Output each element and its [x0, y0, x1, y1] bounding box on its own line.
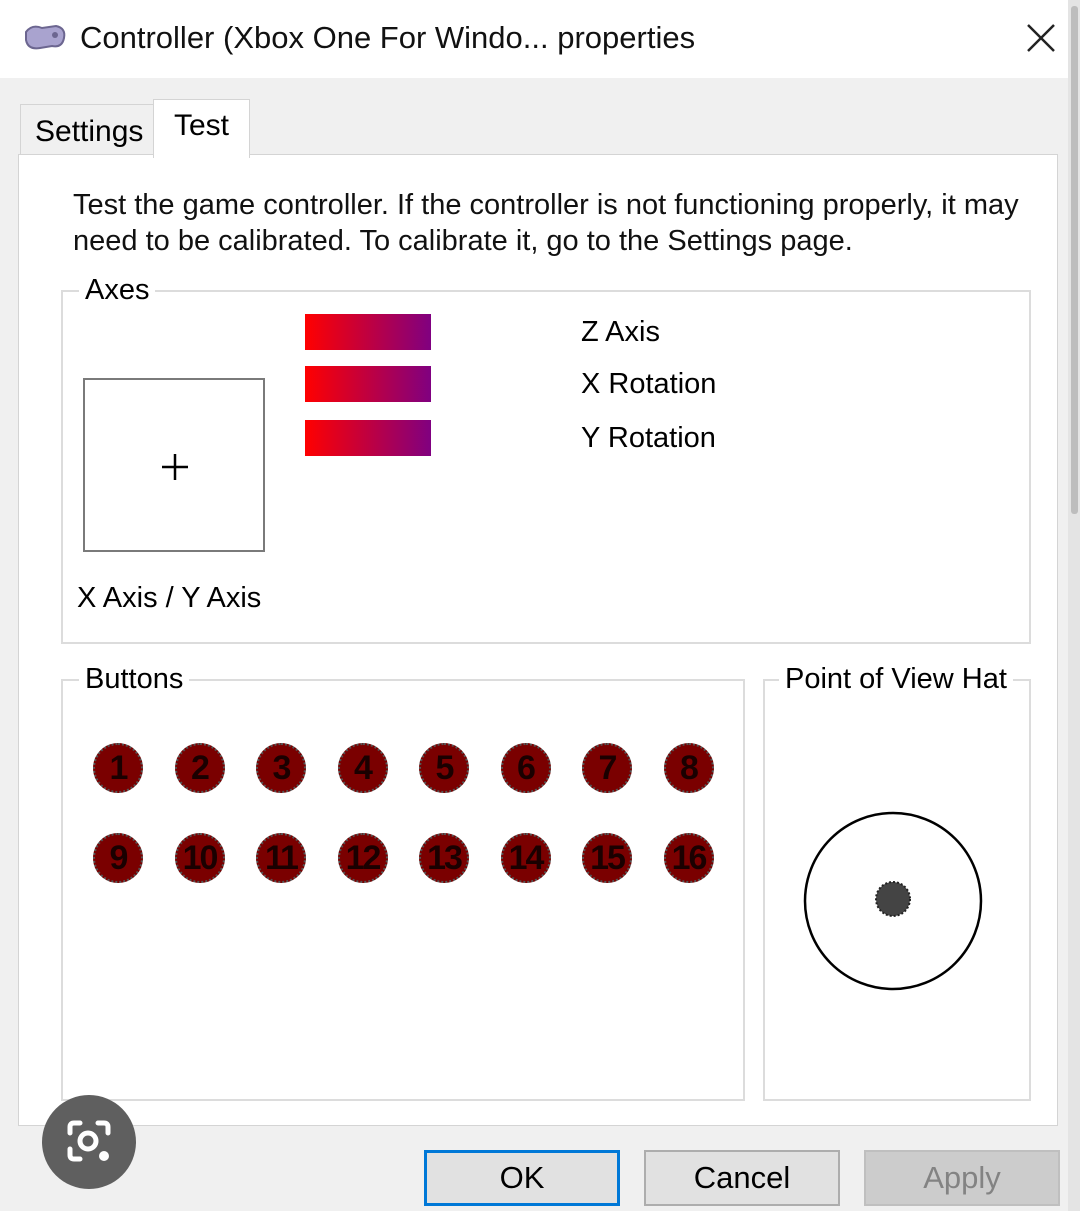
- test-button-6: 6: [501, 743, 551, 793]
- test-button-16: 16: [664, 833, 714, 883]
- gamepad-icon: [22, 22, 68, 54]
- test-panel: [18, 154, 1058, 1126]
- test-button-15: 15: [582, 833, 632, 883]
- ok-button[interactable]: OK: [424, 1150, 620, 1206]
- axes-legend: Axes: [79, 272, 155, 308]
- crosshair-icon: [160, 452, 190, 482]
- axes-group: [61, 274, 1031, 644]
- pov-hat-legend: Point of View Hat: [779, 661, 1013, 697]
- pov-hat-indicator: [801, 809, 985, 993]
- x-rotation-label: X Rotation: [581, 368, 717, 400]
- y-rotation-bar: [305, 420, 431, 456]
- test-button-4: 4: [338, 743, 388, 793]
- test-button-14: 14: [501, 833, 551, 883]
- scrollbar-thumb[interactable]: [1071, 6, 1078, 514]
- close-icon: [1025, 22, 1057, 54]
- x-rotation-bar: [305, 366, 431, 402]
- test-button-7: 7: [582, 743, 632, 793]
- y-rotation-label: Y Rotation: [581, 422, 716, 454]
- test-button-13: 13: [419, 833, 469, 883]
- apply-button[interactable]: Apply: [864, 1150, 1060, 1206]
- close-button[interactable]: [1014, 14, 1068, 62]
- pov-hat-dot: [876, 882, 910, 916]
- test-button-3: 3: [256, 743, 306, 793]
- xy-axis-label: X Axis / Y Axis: [77, 582, 262, 614]
- test-button-12: 12: [338, 833, 388, 883]
- tab-test[interactable]: Test: [153, 99, 250, 158]
- test-button-2: 2: [175, 743, 225, 793]
- window-title: Controller (Xbox One For Windo... properties: [80, 20, 696, 55]
- buttons-legend: Buttons: [79, 661, 189, 697]
- test-button-10: 10: [175, 833, 225, 883]
- buttons-group: [61, 663, 745, 1101]
- test-button-11: 11: [256, 833, 306, 883]
- lens-search-button[interactable]: [42, 1095, 136, 1189]
- test-button-8: 8: [664, 743, 714, 793]
- intro-text: Test the game controller. If the controller is not functioning properly, it may need to be calibrated. To calibrate it, go to the Settings page.: [73, 189, 1019, 257]
- lens-search-icon: [64, 1119, 114, 1165]
- scrollbar[interactable]: [1068, 0, 1080, 1211]
- pov-hat-group: [763, 663, 1031, 1101]
- test-button-1: 1: [93, 743, 143, 793]
- test-button-9: 9: [93, 833, 143, 883]
- cancel-button[interactable]: Cancel: [644, 1150, 840, 1206]
- title-bar: [0, 0, 1080, 78]
- z-axis-bar: [305, 314, 431, 350]
- xy-axis-box: [83, 378, 265, 552]
- test-button-5: 5: [419, 743, 469, 793]
- tab-settings[interactable]: Settings: [20, 104, 158, 157]
- z-axis-label: Z Axis: [581, 316, 660, 348]
